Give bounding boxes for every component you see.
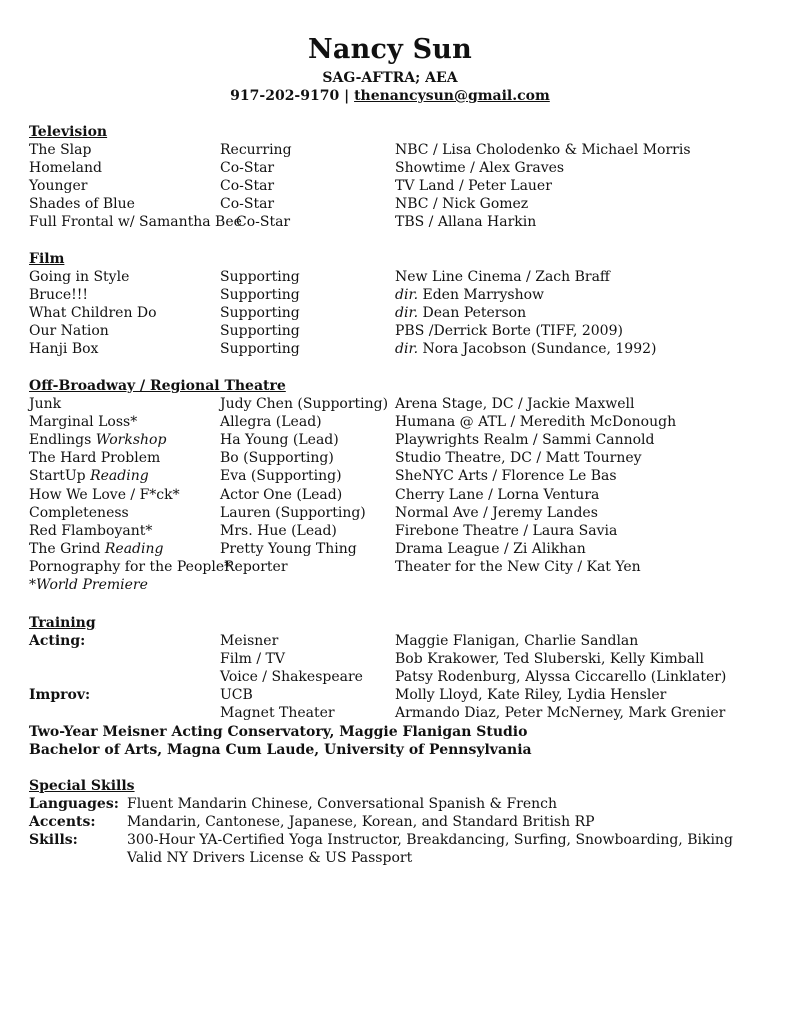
project-title — [29, 395, 61, 413]
skill-label: Skills: — [29, 832, 78, 849]
film-section — [29, 250, 769, 359]
credit-row — [29, 558, 769, 576]
project-title: The Slap — [29, 142, 92, 159]
credit-row — [29, 322, 769, 340]
role: Supporting — [220, 269, 300, 286]
training-section — [29, 614, 769, 759]
section-title-theatre: Off-Broadway / Regional Theatre — [29, 378, 286, 394]
credit: Theater for the New City / Kat Yen — [395, 558, 641, 575]
contact-line — [0, 88, 780, 104]
project-title: Shades of Blue — [29, 196, 135, 213]
section-title-film: Film — [29, 251, 65, 267]
project-title: Bruce!!! — [29, 287, 89, 304]
role: Co-Star — [220, 196, 275, 213]
project-format: Reading — [90, 468, 149, 485]
credit: TBS / Allana Harkin — [395, 214, 537, 231]
project-title: Full Frontal w/ Samantha Bee — [29, 214, 242, 231]
project-title — [29, 540, 163, 558]
degree: Bachelor of Arts, Magna Cum Laude, University of Pennsylvania — [29, 741, 532, 758]
role: Actor One (Lead) — [220, 486, 343, 503]
credit-prefix: dir. — [395, 341, 419, 358]
project-title: Going in Style — [29, 269, 130, 286]
skill-row — [29, 795, 769, 813]
credit-row — [29, 268, 769, 286]
section-title-television: Television — [29, 124, 108, 140]
credit: Showtime / Alex Graves — [395, 160, 565, 177]
skill-row — [29, 813, 769, 831]
project-title: Marginal Loss* — [29, 414, 138, 431]
role: Co-Star — [220, 178, 275, 195]
credit-text: Dean Peterson — [418, 305, 527, 322]
credit: TV Land / Peter Lauer — [395, 178, 552, 195]
credit-row — [29, 159, 769, 177]
training-type: Voice / Shakespeare — [220, 669, 363, 686]
credit-text: Eden Marryshow — [418, 287, 545, 304]
contact-separator: | — [344, 88, 350, 104]
project-title: What Children Do — [29, 305, 157, 322]
skill-value: Fluent Mandarin Chinese, Conversational Spanish & French — [127, 796, 558, 813]
credit — [395, 304, 526, 322]
credit: Playwrights Realm / Sammi Cannold — [395, 432, 655, 449]
credit-row — [29, 467, 769, 485]
credit-row — [29, 177, 769, 195]
role: Supporting — [220, 341, 300, 358]
project-name: Endlings — [29, 432, 92, 449]
role: Mrs. Hue (Lead) — [220, 522, 337, 539]
credit-prefix: dir. — [395, 305, 419, 322]
role: Recurring — [220, 142, 292, 159]
training-teachers: Armando Diaz, Peter McNerney, Mark Grenier — [395, 705, 726, 722]
skill-row — [29, 849, 769, 867]
project-format: Workshop — [95, 432, 167, 449]
credit-row — [29, 340, 769, 358]
credit-row — [29, 449, 769, 467]
training-type: Film / TV — [220, 651, 286, 668]
role: Pretty Young Thing — [220, 540, 357, 557]
project-title: How We Love / F*ck* — [29, 486, 180, 503]
project-title: Our Nation — [29, 323, 109, 340]
role: Eva (Supporting) — [220, 468, 342, 485]
training-program: Two-Year Meisner Acting Conservatory, Maggie Flanigan Studio — [29, 723, 528, 740]
training-type: UCB — [220, 687, 253, 704]
credit-row — [29, 431, 769, 449]
project-title — [29, 431, 166, 449]
phone-number: 917-202-9170 — [230, 88, 340, 104]
training-row — [29, 668, 769, 686]
credit — [395, 340, 656, 358]
skill-value: Valid NY Drivers License & US Passport — [127, 850, 413, 867]
actor-name: Nancy Sun — [308, 34, 472, 65]
training-teachers: Patsy Rodenburg, Alyssa Ciccarello (Linklater) — [395, 669, 727, 686]
role: Supporting — [220, 323, 300, 340]
skill-label: Accents: — [29, 814, 96, 831]
training-row — [29, 686, 769, 704]
training-teachers: Bob Krakower, Ted Sluberski, Kelly Kimball — [395, 651, 705, 668]
credit — [395, 322, 623, 340]
training-row — [29, 704, 769, 722]
project-title: Hanji Box — [29, 341, 99, 358]
credit: Normal Ave / Jeremy Landes — [395, 504, 598, 521]
project-title — [29, 467, 149, 485]
skill-value: 300-Hour YA-Certified Yoga Instructor, Breakdancing, Surfing, Snowboarding, Biking — [127, 832, 733, 849]
credit — [395, 286, 544, 304]
television-section — [29, 123, 769, 232]
project-title: Pornography for the People* — [29, 558, 232, 575]
credit: NBC / Nick Gomez — [395, 196, 529, 213]
credit: Drama League / Zi Alikhan — [395, 540, 586, 557]
training-teachers: Maggie Flanigan, Charlie Sandlan — [395, 633, 639, 650]
skill-label: Languages: — [29, 796, 119, 813]
project-name: The Grind — [29, 540, 101, 557]
credit: Studio Theatre, DC / Matt Tourney — [395, 450, 642, 467]
role: Reporter — [224, 558, 288, 575]
role: Judy Chen (Supporting) — [220, 396, 389, 413]
role: Allegra (Lead) — [220, 414, 322, 431]
premiere-note: *World Premiere — [29, 577, 148, 594]
training-row — [29, 650, 769, 668]
credit-row — [29, 304, 769, 322]
role: Supporting — [220, 287, 300, 304]
project-title: Completeness — [29, 504, 129, 521]
project-title: Younger — [29, 178, 88, 195]
role: Supporting — [220, 305, 300, 322]
credit-row — [29, 141, 769, 159]
role: Ha Young (Lead) — [220, 432, 339, 449]
project-title: The Hard Problem — [29, 450, 161, 467]
training-label: Improv: — [29, 687, 91, 704]
role: Bo (Supporting) — [220, 450, 334, 467]
credit: Humana @ ATL / Meredith McDonough — [395, 414, 677, 431]
theatre-section — [29, 377, 769, 594]
credit-row — [29, 213, 769, 231]
credit-row — [29, 486, 769, 504]
role: Lauren (Supporting) — [220, 504, 366, 521]
project-format: Reading — [104, 540, 164, 557]
credit — [395, 268, 610, 286]
credit: Firebone Theatre / Laura Savia — [395, 522, 618, 539]
credit-text: Nora Jacobson (Sundance, 1992) — [418, 341, 657, 358]
email-link[interactable]: thenancysun@gmail.com — [354, 88, 550, 104]
credit: NBC / Lisa Cholodenko & Michael Morris — [395, 142, 691, 159]
skill-row — [29, 831, 769, 849]
project-name: StartUp — [29, 468, 86, 485]
credit: SheNYC Arts / Florence Le Bas — [395, 468, 617, 485]
project-name: Junk — [29, 396, 62, 413]
credit: Arena Stage, DC / Jackie Maxwell — [395, 396, 635, 413]
training-row — [29, 632, 769, 650]
credit-row — [29, 522, 769, 540]
credit-text: PBS /Derrick Borte (TIFF, 2009) — [395, 323, 623, 340]
skill-value: Mandarin, Cantonese, Japanese, Korean, and Standard British RP — [127, 814, 595, 831]
skills-section — [29, 777, 769, 867]
credit-row — [29, 413, 769, 431]
credit-row — [29, 395, 769, 413]
credit-row — [29, 504, 769, 522]
credit: Cherry Lane / Lorna Ventura — [395, 486, 600, 503]
union-affiliations: SAG-AFTRA; AEA — [322, 70, 458, 86]
credit-row — [29, 195, 769, 213]
section-title-training: Training — [29, 615, 96, 631]
training-teachers: Molly Lloyd, Kate Riley, Lydia Hensler — [395, 687, 667, 704]
training-type: Meisner — [220, 633, 279, 650]
training-label: Acting: — [29, 633, 86, 650]
section-title-skills: Special Skills — [29, 778, 135, 794]
credit-row — [29, 286, 769, 304]
role: Co-Star — [236, 214, 291, 231]
credit-text: New Line Cinema / Zach Braff — [395, 269, 610, 286]
project-title: Homeland — [29, 160, 103, 177]
credit-row — [29, 540, 769, 558]
training-type: Magnet Theater — [220, 705, 335, 722]
role: Co-Star — [220, 160, 275, 177]
project-title: Red Flamboyant* — [29, 522, 153, 539]
credit-prefix: dir. — [395, 287, 419, 304]
